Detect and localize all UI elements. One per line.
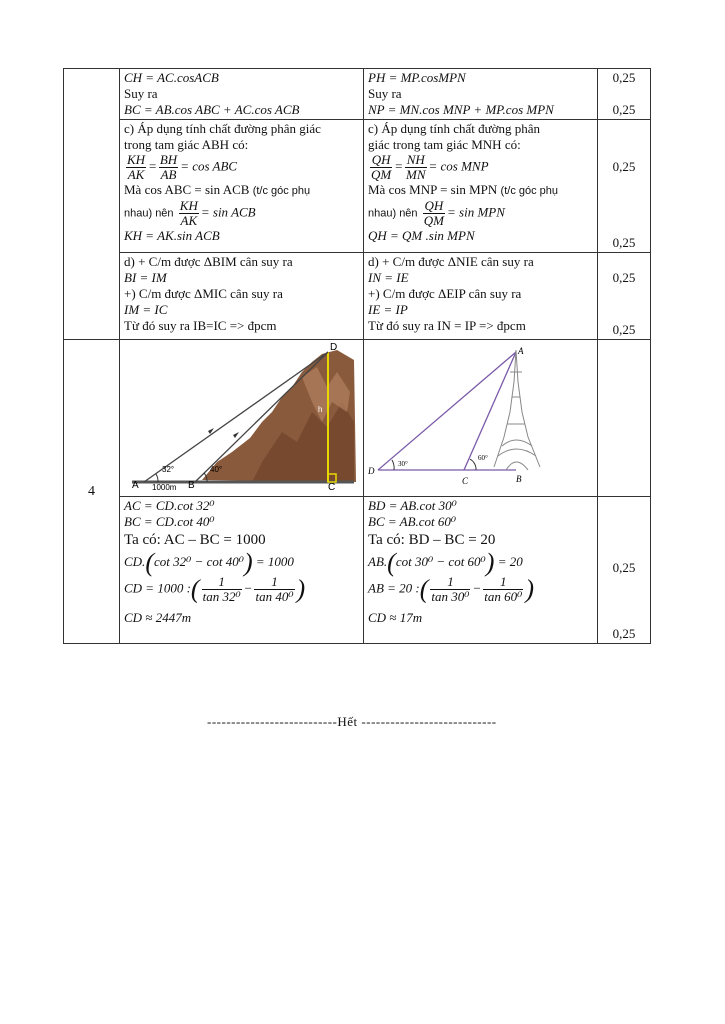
text-line: giác trong tam giác MNH có: [368, 137, 521, 152]
left-cell-d [120, 253, 364, 340]
table-row [64, 497, 651, 644]
formula-line: BI = IM [124, 270, 167, 285]
line-ca [464, 352, 516, 470]
angle-arc-d [392, 460, 394, 470]
points-value: 0,25 [612, 560, 636, 575]
text-line: d) + C/m được ΔBIM cân suy ra [124, 254, 293, 269]
points-value: 0,25 [612, 70, 636, 85]
calc-left-cell [120, 497, 364, 644]
label-a: A [132, 480, 139, 490]
question-number: 4 [64, 340, 120, 644]
points-cell-empty [598, 340, 651, 497]
text-line: c) Áp dụng tính chất đường phân giác [124, 121, 321, 136]
fraction-equation: nhau) nên $\frac{KH}{AK}$ = sin ACB [124, 198, 256, 228]
formula-line: IN = IE [368, 270, 409, 285]
fraction: $\frac{QH}{QM}$ [371, 152, 392, 182]
fraction-equation: nhau) nên $\frac{QH}{QM}$ = sin MPN [368, 198, 505, 228]
figure-mountain-cell [120, 340, 364, 497]
text-line: Từ đó suy ra IB=IC => đpcm [124, 318, 277, 333]
right-cell-d [364, 253, 598, 340]
calc-right-cell [364, 497, 598, 644]
angle-arc-c [470, 459, 476, 470]
points-value: 0,25 [612, 102, 636, 117]
fraction: $\frac{NH}{MN}$ [406, 152, 426, 182]
formula-line: CH = AC.cosACB [124, 70, 219, 85]
text-line: trong tam giác ABH có: [124, 137, 249, 152]
line-da [378, 352, 516, 470]
fraction-equation: $\frac{QH}{QM}$ = $\frac{NH}{MN}$ = cos MNP [371, 152, 489, 182]
formula-line: CD = 1000 :( $\frac{1}{\text{tan 32⁰}}$ − $\frac{1}{\text{tan 40⁰}}$ ) [124, 574, 306, 605]
result-line: CD ≈ 17m [368, 610, 423, 626]
formula-line: PH = MP.cosMPN [368, 70, 466, 85]
label-d: D [330, 342, 338, 353]
right-cell-c [364, 120, 598, 253]
fraction: $\frac{KH}{AK}$ [179, 198, 198, 228]
formula-line: AC = CD.cot 32⁰ [124, 498, 215, 513]
arrow-mark [233, 432, 239, 438]
text-line: +) C/m được ΔMIC cân suy ra [124, 286, 283, 301]
label-angle-30: 30° [398, 460, 408, 468]
fraction: $\frac{BH}{AB}$ [159, 152, 178, 182]
table-row [64, 69, 651, 120]
table-row [64, 253, 651, 340]
label-angle-32: 32° [162, 465, 175, 474]
right-cell-b [364, 69, 598, 120]
left-cell-c [120, 120, 364, 253]
text-line: Suy ra [124, 86, 158, 101]
points-cell [598, 120, 651, 253]
text-line: Mà cos MNP = sin MPN (t/c góc phụ [368, 182, 559, 197]
label-b: B [188, 480, 195, 490]
points-value: 0,25 [612, 235, 636, 250]
table-row [64, 120, 651, 253]
tower-shape [494, 350, 540, 470]
fraction: $\frac{QH}{QM}$ [423, 198, 445, 228]
question-number-cell [64, 69, 120, 340]
end-marker: ---------------------------Hết ---------------------------- [207, 714, 497, 729]
label-b: B [516, 474, 522, 484]
tower-figure [366, 342, 592, 490]
formula-line: IE = IP [368, 302, 408, 317]
formula-line: AB = 20 :( $\frac{1}{\text{tan 30⁰}}$ − $\frac{1}{\text{tan 60⁰}}$ ) [368, 574, 535, 605]
points-value: 0,25 [612, 322, 636, 337]
label-c: C [328, 482, 336, 490]
formula-line: BD = AB.cot 30⁰ [368, 498, 457, 513]
text-line: Ta có: BD – BC = 20 [368, 532, 496, 548]
points-value: 0,25 [612, 159, 636, 174]
formula-line: AB.(cot 30⁰ − cot 60⁰) = 20 [368, 548, 523, 578]
formula-line: IM = IC [124, 302, 168, 317]
figure-tower-cell [364, 340, 598, 497]
label-angle-40: 40° [210, 465, 223, 474]
formula-line: BC = AB.cot 60⁰ [368, 514, 457, 529]
fraction: $\frac{KH}{AK}$ [127, 152, 146, 182]
text-line: +) C/m được ΔEIP cân suy ra [368, 286, 522, 301]
formula-line: QH = QM .sin MPN [368, 228, 475, 243]
formula-line: CD.(cot 32⁰ − cot 40⁰) = 1000 [124, 548, 294, 578]
text-line: Mà cos ABC = sin ACB (t/c góc phụ [124, 182, 311, 197]
left-cell-b [120, 69, 364, 120]
text-line: Suy ra [368, 86, 402, 101]
result-line: CD ≈ 2447m [124, 610, 192, 626]
text-line: d) + C/m được ΔNIE cân suy ra [368, 254, 534, 269]
table-row [64, 340, 651, 497]
points-cell [598, 253, 651, 340]
formula-line: BC = CD.cot 40⁰ [124, 514, 215, 529]
text-line: c) Áp dụng tính chất đường phân [368, 121, 541, 136]
mountain-figure [122, 342, 358, 490]
answer-table [63, 68, 651, 644]
fraction-equation: $\frac{KH}{AK}$ = $\frac{BH}{AB}$ = cos ABC [127, 152, 238, 182]
points-cell [598, 69, 651, 120]
label-c: C [462, 476, 469, 486]
points-value: 0,25 [612, 626, 636, 641]
text-line: Ta có: AC – BC = 1000 [124, 532, 266, 548]
label-a: A [518, 346, 524, 356]
label-d: D [368, 466, 375, 476]
formula-line: NP = MN.cos MNP + MP.cos MPN [368, 102, 554, 117]
formula-line: BC = AB.cos ABC + AC.cos ACB [124, 102, 300, 117]
label-h: h [318, 405, 323, 414]
points-cell [598, 497, 651, 644]
points-value: 0,25 [612, 270, 636, 285]
formula-line: KH = AK.sin ACB [124, 228, 220, 243]
text-line: Từ đó suy ra IN = IP => đpcm [368, 318, 526, 333]
label-distance: 1000m [152, 483, 177, 490]
label-angle-60: 60° [478, 454, 488, 462]
